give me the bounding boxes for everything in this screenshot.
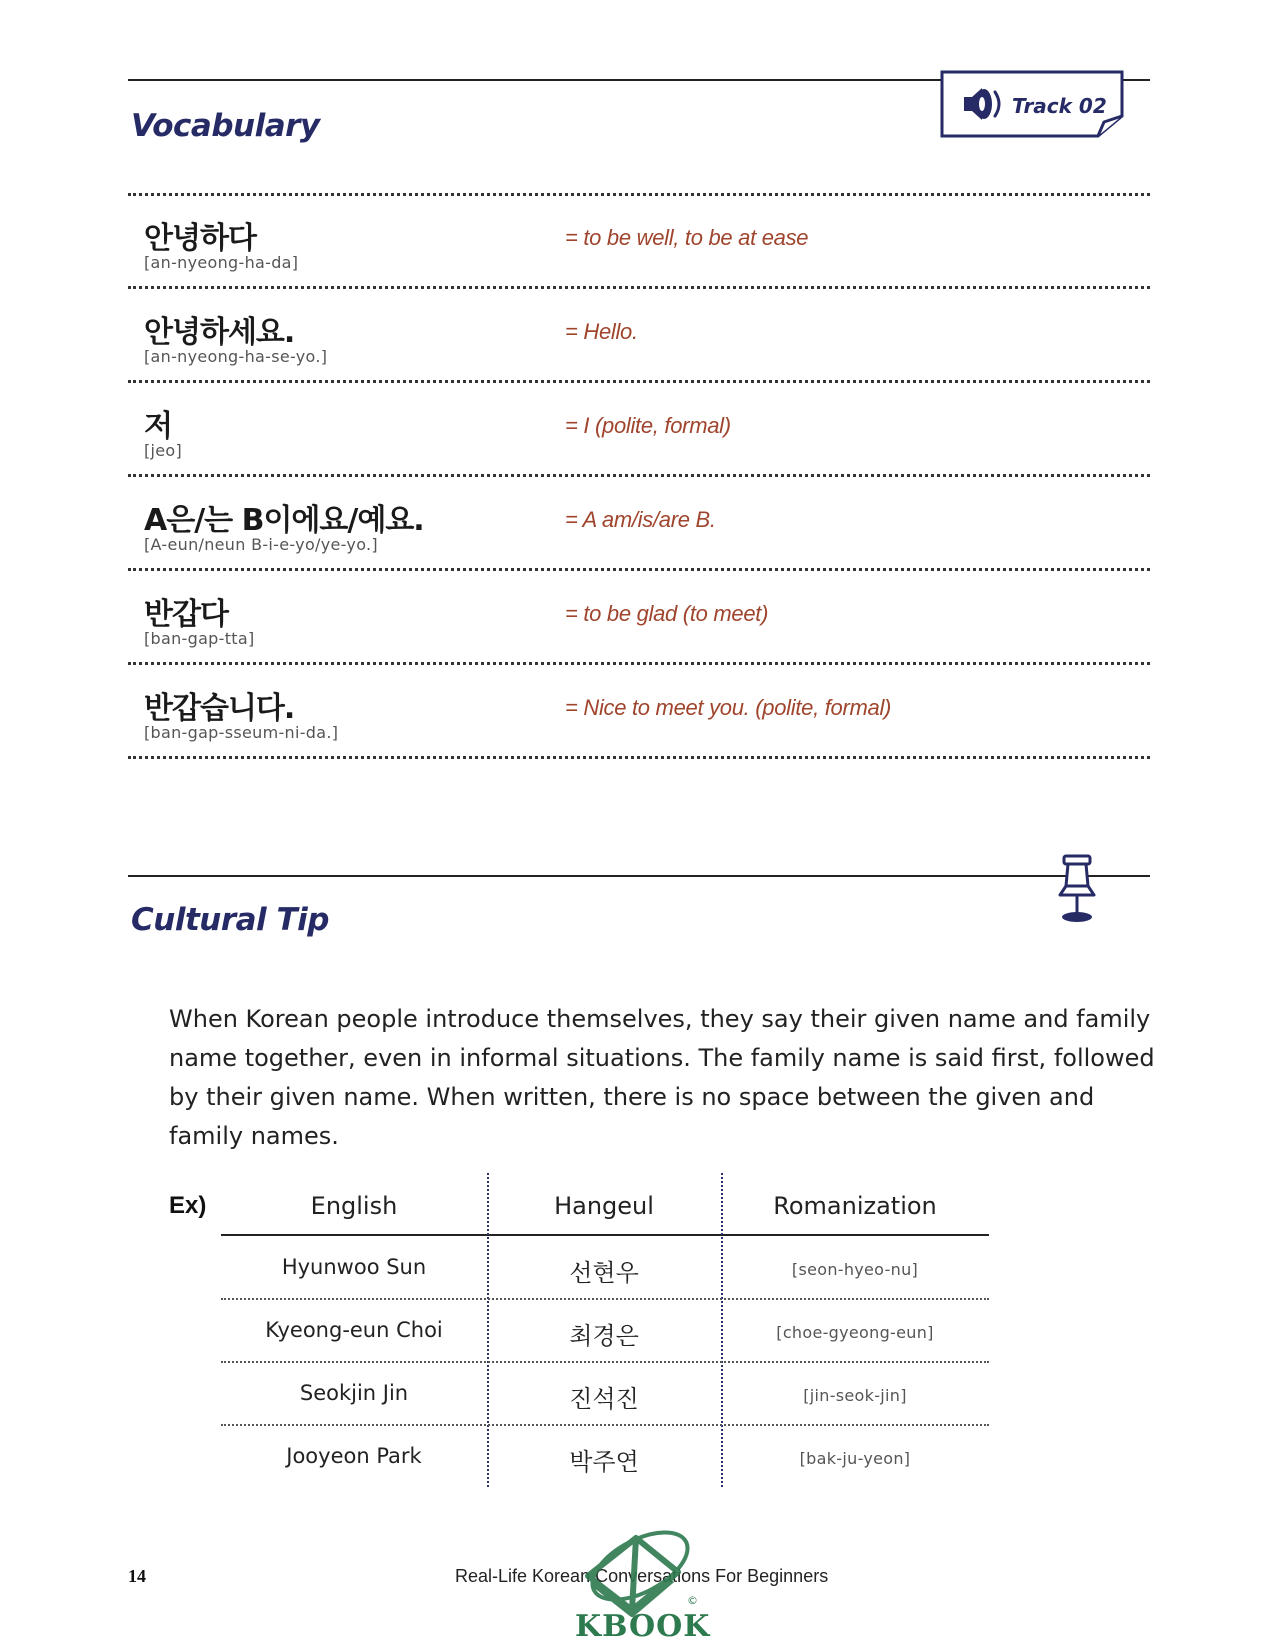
table-cell-romanization: [bak-ju-yeon] <box>799 1449 911 1468</box>
speaker-icon <box>960 84 1008 124</box>
table-cell-english: Hyunwoo Sun <box>281 1255 427 1279</box>
table-header-rule <box>221 1234 989 1236</box>
vocab-romanization: [an-nyeong-ha-da] <box>144 253 299 272</box>
vocab-korean: 저 <box>144 409 172 444</box>
table-cell-hangeul: 선현우 <box>569 1259 639 1287</box>
vocab-meaning: = A am/is/are B. <box>565 507 716 532</box>
vocab-meaning: = I (polite, formal) <box>565 413 731 438</box>
watermark-text: KBOOK <box>575 1609 711 1644</box>
book-title: Real-Life Korean Conversations For Beginners <box>455 1566 829 1586</box>
page-number: 14 <box>128 1566 146 1586</box>
vocab-korean: 안녕하다 <box>144 221 256 256</box>
vocab-romanization: [ban-gap-sseum-ni-da.] <box>144 723 339 742</box>
table-cell-english: Jooyeon Park <box>286 1444 422 1468</box>
table-cell-hangeul: 박주연 <box>569 1448 639 1476</box>
vocab-meaning: = Nice to meet you. (polite, formal) <box>565 695 892 720</box>
table-header-english: English <box>310 1192 398 1220</box>
table-cell-english: Kyeong-eun Choi <box>265 1318 443 1342</box>
table-row-divider <box>221 1424 989 1426</box>
cultural-tip-paragraph: When Korean people introduce themselves, they say their given name and family name together, even in informal situations. The family name is said first, followed by their given name. When written, there is no space between the given and family names. <box>169 1005 1155 1150</box>
cultural-tip-title: Cultural Tip <box>131 902 329 938</box>
cultural-tip-top-rule <box>128 875 1150 877</box>
table-cell-romanization: [seon-hyeo-nu] <box>791 1260 919 1279</box>
pushpin-icon <box>1052 853 1102 925</box>
vocab-row <box>128 289 1150 377</box>
track-badge[interactable] <box>940 70 1126 140</box>
vocab-korean: 반갑다 <box>144 597 228 632</box>
table-row-divider <box>221 1361 989 1363</box>
track-label: Track 02 <box>1012 94 1107 118</box>
vocab-row <box>128 383 1150 471</box>
vocab-korean: 안녕하세요. <box>144 315 295 350</box>
vocab-row <box>128 477 1150 565</box>
vocab-meaning: = to be glad (to meet) <box>565 601 769 626</box>
vocab-row <box>128 665 1150 753</box>
vocab-romanization: [ban-gap-tta] <box>144 629 255 648</box>
table-cell-romanization: [jin-seok-jin] <box>803 1386 907 1405</box>
table-cell-hangeul: 최경은 <box>569 1322 639 1350</box>
vocabulary-title: Vocabulary <box>131 108 320 144</box>
vocab-romanization: [an-nyeong-ha-se-yo.] <box>144 347 328 366</box>
watermark-symbol: © <box>687 1594 698 1607</box>
table-header-romanization: Romanization <box>773 1192 937 1220</box>
vocab-romanization: [A-eun/neun B-i-e-yo/ye-yo.] <box>144 535 378 554</box>
table-cell-english: Seokjin Jin <box>299 1381 409 1405</box>
vocab-meaning: = to be well, to be at ease <box>565 225 809 250</box>
table-header-hangeul: Hangeul <box>554 1192 654 1220</box>
vocab-divider <box>128 756 1150 759</box>
vocab-korean: 반갑습니다. <box>144 691 295 726</box>
vocab-romanization: [jeo] <box>144 441 183 460</box>
vocab-meaning: = Hello. <box>565 319 638 344</box>
table-cell-hangeul: 진석진 <box>569 1385 639 1413</box>
table-row-divider <box>221 1298 989 1300</box>
example-label: Ex) <box>169 1192 207 1219</box>
vocab-korean: A은/는 B이에요/예요. <box>144 503 424 538</box>
vocab-row <box>128 195 1150 283</box>
table-cell-romanization: [choe-gyeong-eun] <box>776 1323 934 1342</box>
vocab-row <box>128 571 1150 659</box>
